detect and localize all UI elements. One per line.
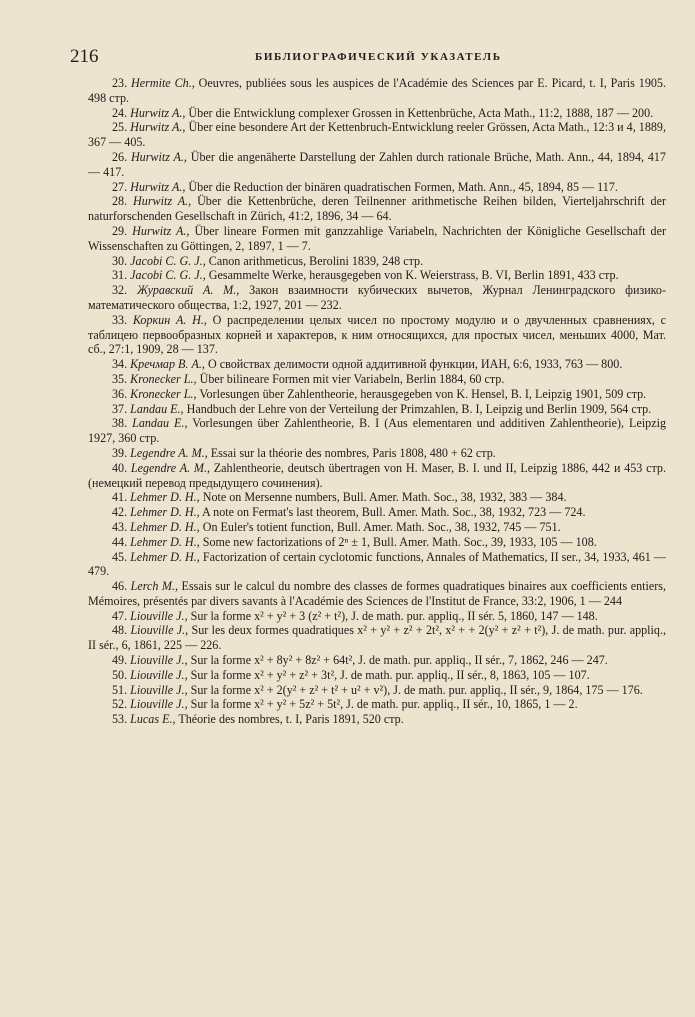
bibliography-entry	[88, 579, 666, 609]
entry-author: Lehmer D. H.,	[130, 505, 200, 520]
entry-number: 48.	[112, 623, 128, 638]
entry-author: Hurwitz A.,	[130, 120, 186, 135]
entry-text: Gesammelte Werke, herausgegeben von K. Weierstrass, B. VI, Berlin 1891, 433 стр.	[205, 268, 619, 283]
entry-number: 26.	[112, 149, 128, 164]
entry-number: 37.	[112, 401, 128, 416]
entry-author: Коркин А. Н.,	[132, 312, 207, 327]
bibliography-entry	[88, 683, 666, 698]
entry-text: Über die Entwicklung complexer Grossen in Kettenbrüche, Acta Math., 11:2, 1888, 187 — 200.	[185, 105, 654, 120]
bibliography-entry	[88, 461, 666, 491]
entry-text: Vorlesungen über Zahlentheorie, herausgegeben von K. Hensel, B. I, Leipzig 1901, 509 стр.	[196, 386, 647, 401]
entry-number: 44.	[112, 534, 128, 549]
entry-author: Lehmer D. H.,	[130, 549, 200, 564]
entry-author: Lehmer D. H.,	[130, 490, 200, 505]
bibliography-entry	[88, 268, 666, 283]
entry-author: Legendre A. M.,	[130, 445, 208, 460]
bibliography-entry	[88, 490, 666, 505]
entry-text: Über eine besondere Art der Kettenbruch-Entwicklung reeler Grössen, Acta Math., 12:3 и 4, 1889, 367 — 405.	[88, 120, 666, 150]
bibliography-entry	[88, 150, 666, 180]
entry-number: 52.	[112, 697, 128, 712]
entry-text: Über bilineare Formen mit vier Variabeln, Berlin 1884, 60 стр.	[196, 371, 505, 386]
entry-author: Lerch M.,	[130, 579, 179, 594]
entry-number: 38.	[112, 416, 128, 431]
entry-number: 40.	[112, 460, 128, 475]
entry-text: Über die Reduction der binären quadratischen Formen, Math. Ann., 45, 1894, 85 — 117.	[185, 179, 618, 194]
entry-number: 32.	[112, 283, 128, 298]
entry-number: 53.	[112, 712, 128, 727]
entry-text: Essais sur le calcul du nombre des classes de formes quadratiques binaires aux coefficients entiers, Mémoires, présentés par divers savants à l'Académie des Sciences de l'Institut de France, 33:2, 1906, 1 — 244	[88, 579, 666, 608]
entry-author: Jacobi C. G. J.,	[130, 268, 206, 283]
entry-number: 34.	[112, 357, 128, 372]
bibliography-entry	[88, 372, 666, 387]
entry-text: Oeuvres, publiées sous les auspices de l'Académie des Sciences par E. Picard, t. I, Paris 1905. 498 стр.	[88, 76, 666, 105]
entry-author: Jacobi C. G. J.,	[130, 253, 206, 268]
entry-text: Théorie des nombres, t. I, Paris 1891, 520 стр.	[175, 712, 404, 727]
bibliography-entry	[88, 668, 666, 683]
entry-text: Закон взаимности кубических вычетов, Журнал Ленинградского физико-математического общества, 1:2, 1927, 201 — 232.	[88, 283, 667, 312]
bibliography-entry	[88, 194, 666, 224]
entry-number: 51.	[112, 682, 128, 697]
entry-author: Hurwitz A.,	[130, 179, 186, 194]
entry-number: 36.	[112, 386, 128, 401]
entry-author: Liouville J.,	[130, 623, 189, 638]
entry-number: 47.	[112, 608, 128, 623]
entry-author: Кречмар В. А.,	[130, 357, 205, 372]
entry-text: Sur les deux formes quadratiques x² + y² + z² + 2t², x² + + 2(y² + z² + t²), J. de math. pur. appliq., II sér., 6, 1861, 225 — 226.	[88, 623, 666, 653]
running-title: БИБЛИОГРАФИЧЕСКИЙ УКАЗАТЕЛЬ	[255, 51, 502, 63]
entry-author: Landau E.,	[130, 401, 184, 416]
bibliography-entry	[88, 387, 666, 402]
bibliography-entry	[88, 357, 666, 372]
bibliography-entry	[88, 120, 666, 150]
entry-number: 39.	[112, 445, 128, 460]
entry-author: Legendre A. M.,	[130, 460, 210, 475]
entry-text: Sur la forme x² + y² + z² + 3t², J. de math. pur. appliq., II sér., 8, 1863, 105 — 107.	[187, 667, 590, 682]
entry-author: Kronecker L.,	[130, 371, 197, 386]
entry-text: On Euler's totient function, Bull. Amer. Math. Soc., 38, 1932, 745 — 751.	[199, 519, 561, 534]
bibliography-entry	[88, 446, 666, 461]
entry-text: Sur la forme x² + y² + 5z² + 5t², J. de math. pur. appliq., II sér., 10, 1865, 1 — 2.	[187, 697, 578, 712]
entry-author: Liouville J.,	[130, 653, 188, 668]
entry-text: О распределении целых чисел по простому модулю и о двучленных сравнениях, с таблицею первообразных корней и характеров, к ним относящихся, для простых чисел, меньших 4000, Мат. сб., 27:1, 1909, 28 — 137.	[88, 312, 667, 357]
entry-number: 25.	[112, 120, 128, 135]
bibliography-entry	[88, 224, 666, 254]
bibliography-entry	[88, 623, 666, 653]
bibliography-entry	[88, 712, 666, 727]
entry-text: Sur la forme x² + y² + 3 (z² + t²), J. de math. pur. appliq., II sér. 5, 1860, 147 — 148.	[187, 608, 598, 623]
entry-number: 50.	[112, 667, 128, 682]
bibliography-entry	[88, 505, 666, 520]
entry-text: Über die Kettenbrüche, deren Teilnenner arithmetische Reihen bilden, Vierteljahrschrift der naturforschenden Gesellschaft in Zürich, 41:2, 1896, 34 — 64.	[88, 194, 666, 224]
entry-text: Sur la forme x² + 8y² + 8z² + 64t², J. de math. pur. appliq., II sér., 7, 1862, 246 — 247.	[187, 653, 608, 668]
bibliography-entry	[88, 180, 666, 195]
entry-author: Lehmer D. H.,	[130, 534, 200, 549]
entry-number: 33.	[112, 312, 128, 327]
bibliography-entry	[88, 520, 666, 535]
bibliography-list	[88, 76, 666, 727]
entry-author: Lehmer D. H.,	[130, 519, 200, 534]
entry-number: 28.	[112, 194, 128, 209]
entry-author: Liouville J.,	[130, 682, 188, 697]
entry-author: Liouville J.,	[130, 667, 188, 682]
entry-number: 41.	[112, 490, 128, 505]
bibliography-entry	[88, 653, 666, 668]
bibliography-entry	[88, 697, 666, 712]
entry-text: Vorlesungen über Zahlentheorie, B. I (Aus elementaren und additiven Zahlentheorie), Leipzig 1927, 360 стр.	[88, 416, 666, 446]
entry-author: Landau E.,	[132, 416, 188, 431]
bibliography-entry	[88, 550, 666, 580]
bibliography-entry	[88, 313, 666, 357]
entry-author: Liouville J.,	[130, 608, 188, 623]
entry-number: 35.	[112, 371, 128, 386]
bibliography-entry	[88, 106, 666, 121]
bibliography-entry	[88, 416, 666, 446]
bibliography-entry	[88, 535, 666, 550]
entry-number: 31.	[112, 268, 128, 283]
entry-text: Canon arithmeticus, Berolini 1839, 248 стр.	[205, 253, 424, 268]
entry-number: 45.	[112, 549, 128, 564]
entry-text: Zahlentheorie, deutsch übertragen von H. Maser, B. I. und II, Leipzig 1886, 442 и 453 стр. (немецкий перевод предыдущего сочинения).	[88, 460, 666, 490]
entry-author: Hermite Ch.,	[131, 76, 195, 90]
entry-author: Hurwitz A.,	[133, 194, 192, 209]
entry-number: 46.	[112, 579, 128, 594]
entry-author: Hurwitz A.,	[130, 105, 186, 120]
entry-text: Some new factorizations of 2ⁿ ± 1, Bull. Amer. Math. Soc., 39, 1933, 105 — 108.	[199, 534, 597, 549]
bibliography-entry	[88, 609, 666, 624]
entry-number: 49.	[112, 653, 128, 668]
entry-author: Hurwitz A.,	[132, 223, 190, 238]
entry-author: Kronecker L.,	[130, 386, 197, 401]
entry-text: Essai sur la théorie des nombres, Paris 1808, 480 + 62 стр.	[207, 445, 496, 460]
entry-author: Liouville J.,	[130, 697, 188, 712]
entry-author: Hurwitz A.,	[130, 149, 187, 164]
entry-number: 30.	[112, 253, 128, 268]
page-number: 216	[70, 46, 99, 67]
bibliography-entry	[88, 402, 666, 417]
entry-text: Note on Mersenne numbers, Bull. Amer. Math. Soc., 38, 1932, 383 — 384.	[199, 490, 567, 505]
entry-author: Lucas E.,	[130, 712, 176, 727]
entry-number: 43.	[112, 519, 128, 534]
entry-number: 29.	[112, 223, 128, 238]
entry-text: Handbuch der Lehre von der Verteilung der Primzahlen, B. I, Leipzig und Berlin 1909, 564 стр.	[183, 401, 652, 416]
bibliography-entry	[88, 254, 666, 269]
entry-author: Журавский А. М.,	[136, 283, 240, 298]
entry-number: 24.	[112, 105, 128, 120]
entry-text: A note on Fermat's last theorem, Bull. Amer. Math. Soc., 38, 1932, 723 — 724.	[199, 505, 586, 520]
entry-text: Über lineare Formen mit ganzzahlige Variabeln, Nachrichten der Königliche Gesellschaft der Wissenschaften zu Göttingen, 2, 1897, 1 — 7.	[88, 223, 666, 253]
entry-text: О свойствах делимости одной аддитивной функции, ИАН, 6:6, 1933, 763 — 800.	[204, 357, 623, 372]
entry-number: 42.	[112, 505, 128, 520]
bibliography-entry	[88, 283, 666, 313]
bibliography-entry	[88, 76, 666, 106]
page-header	[70, 46, 670, 68]
entry-text: Über die angenäherte Darstellung der Zahlen durch rationale Brüche, Math. Ann., 44, 1894, 417 — 417.	[88, 149, 666, 179]
entry-text: Sur la forme x² + 2(y² + z² + t² + u² + v²), J. de math. pur. appliq., II sér., 9, 1864, 175 — 176.	[187, 682, 643, 697]
entry-number: 23.	[112, 76, 128, 90]
entry-text: Factorization of certain cyclotomic functions, Annales of Mathematics, II ser., 34, 1933, 461 — 479.	[88, 549, 666, 579]
entry-number: 27.	[112, 179, 128, 194]
